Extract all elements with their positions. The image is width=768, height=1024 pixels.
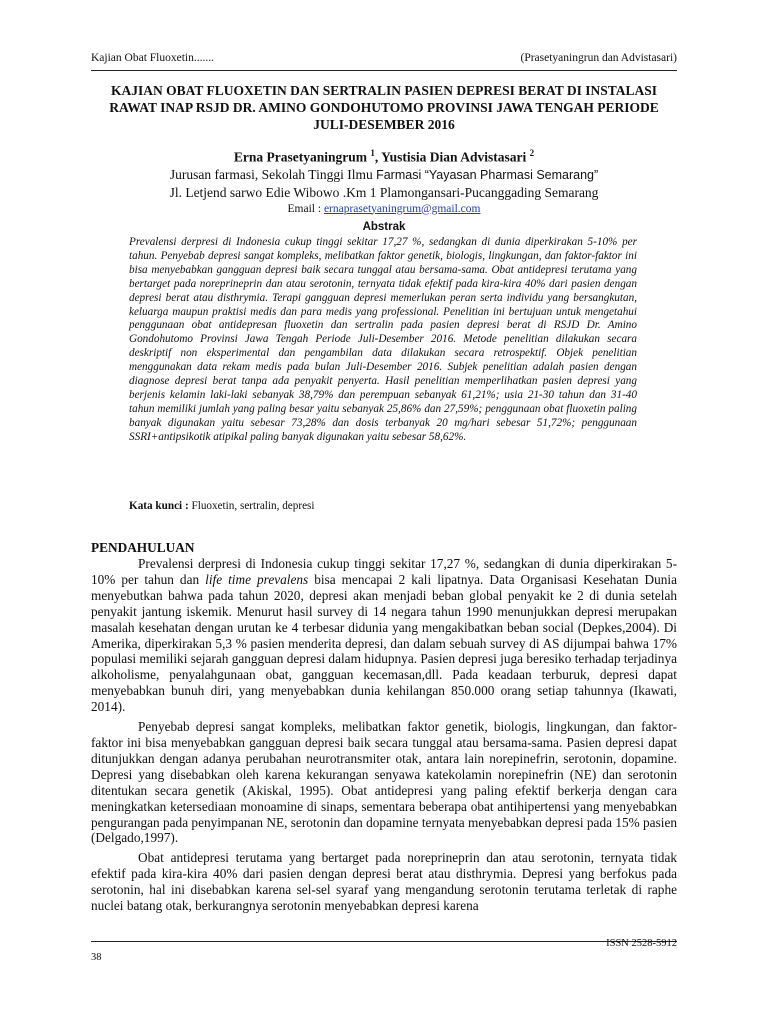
affiliation-yayasan: “Yayasan Pharmasi Semarang” [421,167,599,182]
keywords-label: Kata kunci : [129,500,189,512]
email-label: Email : [287,202,324,215]
author-1-affil-mark: 1 [370,148,375,158]
abstract-text: Prevalensi derpresi di Indonesia cukup tinggi sekitar 17,27 %, sedangkan di dunia diperkirakan 5-10% per tahun. Penyebab depresi sangat kompleks, melibatkan faktor genetik, biologis, lingkungan, dan faktor-faktor ini bisa menyebabkan gangguan depresi baik secara tunggal atau bersama-sama. Obat antidepresi terutama yang bertarget pada noreprineprin dan atau serotonin, ternyata tidak efektif pada kira-kira 40% dari pasien dengan depresi berat atau disthrymia. Terapi gangguan depresi memerlukan peran serta individu yang bersangkutan, keluarga maupun praktisi medis dan para medis yang professional. Penelitian ini bertujuan untuk mengetahui penggunaan obat antidepresan fluoxetin dan sertralin pada pasien depresi berat di RSJD Dr. Amino Gondohutomo Provinsi Jawa Tengah Periode Juli-Desember 2016. Metode penelitian dilakukan secara deskriptif non eksperimental dan pengambilan data dilakukan secara retrospektif. Objek penelitian menggunakan data rekam medis pada bulan Juli-Desember 2016. Subjek penelitian adalah pasien dengan diagnose depresi berat tanpa ada penyakit penyerta. Hasil penelitian memperlihatkan pasien depresi yang berjenis kelamin laki-laki sebanyak 38,79% dan perempuan sebanyak 61,21%; usia 21-30 tahun dan 31-40 tahun memiliki jumlah yang paling besar yaitu sebanyak 25,86% dan 27,59%; penggunaan obat fluoxetin paling banyak digunakan yaitu sebesar 73,28% dan dosis terbanyak 20 mg/hari sebesar 51,72%; penggunaan SSRI+antipsikotik atipikal paling banyak digunakan yaitu sebesar 58,62%. [129,236,637,443]
email-link[interactable]: ernaprasetyaningrum@gmail.com [323,202,481,215]
footer-rule [91,941,677,942]
running-header-left: Kajian Obat Fluoxetin....... [91,52,214,64]
paragraph-1-start: Prevalensi derpresi di Indonesia cukup tinggi sekitar 17,27 %, sedangkan di dunia diperkirakan 5-10% per tahun dan [91,556,677,587]
paper-title: KAJIAN OBAT FLUOXETIN DAN SERTRALIN PASIEN DEPRESI BERAT DI INSTALASI RAWAT INAP RSJD DR. AMINO GONDOHUTOMO PROVINSI JAWA TENGAH PERIODE JULI-DESEMBER 2016 [109,83,659,132]
paragraph-1-end: bisa mencapai 2 kali lipatnya. Data Organisasi Kesehatan Dunia menyebutkan bahwa pada tahun 2020, depresi akan menjadi beban global penyakit ke 2 di dunia setelah penyakit jantung iskemik. Menurut hasil survey di 14 negara tahun 1990 menunjukkan depresi merupakan masalah kesehatan dengan urutan ke 4 terbesar didunia yang mengakibatkan beban social (Depkes,2004). Di Amerika, diperkirakan 5,3 % pasien menderita depresi, dan dalam sebuah survey di AS dijumpai bahwa 17% populasi memiliki sejarah gangguan depresi dalam hidupnya. Pasien depresi juga beresiko terhadap terjadinya alkoholisme, penyalahgunaan obat, gangguan kecemasan,dll. Pada keadaan terburuk, depresi dapat menyebabkan bunuh diri, yang menyebabkan dunia kehilangan 850.000 orang setiap tahunnya (Ikawati, 2014). [91,571,677,715]
affiliation [91,166,677,184]
author-2: Yustisia Dian Advistasari [381,149,527,165]
affiliation-prefix: Jurusan farmasi, Sekolah Tinggi Ilmu [169,166,377,182]
affiliation-farmasi: Farmasi [376,167,422,182]
paragraph-1-italic: life time prevalens [205,571,309,587]
paragraph-1 [91,556,677,715]
keywords [129,500,637,512]
header-rule [91,70,677,71]
body-text [91,556,677,918]
page-number: 38 [91,952,102,963]
abstract-heading: Abstrak [362,221,406,233]
running-header [91,52,677,64]
paragraph-2: Penyebab depresi sangat kompleks, melibatkan faktor genetik, biologis, lingkungan, dan faktor-faktor ini bisa menyebabkan gangguan depresi baik secara tunggal atau bersama-sama. Pasien depresi dapat ditunjukkan dengan adanya perubahan neurotransmiter otak, antara lain norepinefrin, serotonin, dopamine. Depresi yang disebabkan oleh karena kekurangan senyawa katekolamin norepinefrin (NE) dan serotonin ditentukan secara genetik (Akiskal, 1995). Obat antidepresi yang paling efektif berkerja dengan cara meningkatkan ketersediaan monoamine di sinaps, sementara beberapa obat antihipertensi yang menyebabkan pengurangan pada penyimpanan NE, serotonin dan dopamine ternyata menyebabkan depresi pada 15% pasien (Delgado,1997). [91,719,677,846]
section-heading: PENDAHULUAN [91,540,195,555]
author-1: Erna Prasetyaningrum [233,149,368,165]
author-names [91,145,677,166]
author-separator: , [374,149,382,165]
author-block [91,145,677,217]
address: Jl. Letjend sarwo Edie Wibowo .Km 1 Plamongansari-Pucanggading Semarang [169,184,599,200]
footer-issn: ISSN 2528-5912 [606,938,677,949]
paragraph-3: Obat antidepresi terutama yang bertarget pada noreprineprin dan atau serotonin, ternyata tidak efektif pada kira-kira 40% dari pasien dengan depresi berat atau disthrymia. Depresi yang berfokus pada serotonin, hal ini disebabkan karena sel-sel syaraf yang mengandung serotonin terutama terletak di raphe nuclei batang otak, berkurangnya serotonin menyebabkan depresi karena [91,850,677,914]
email-line [91,201,677,217]
author-2-affil-mark: 2 [529,148,535,158]
running-header-right: (Prasetyaningrun dan Advistasari) [520,52,677,64]
keywords-text: Fluoxetin, sertralin, depresi [188,500,315,512]
